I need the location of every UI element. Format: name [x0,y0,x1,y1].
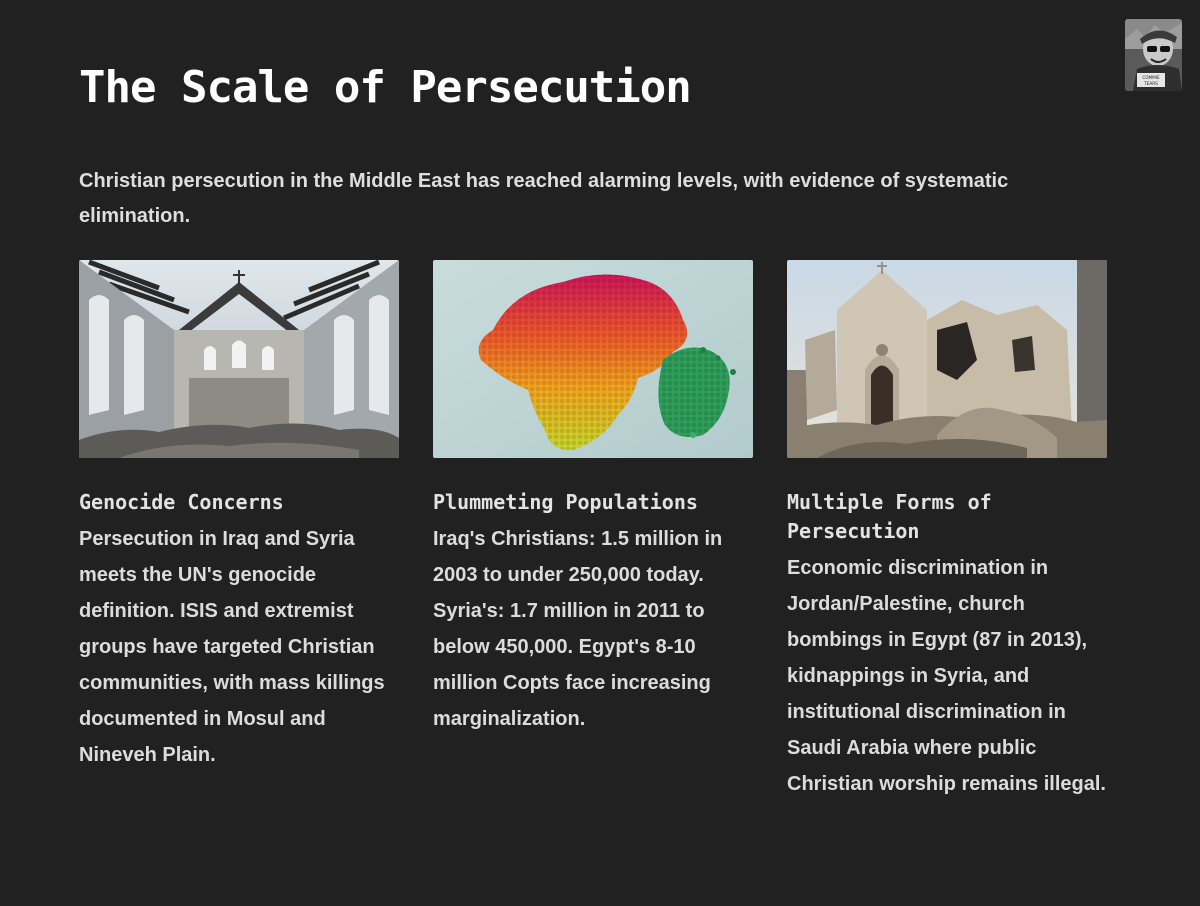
bombed-church-exterior-image [787,260,1107,458]
page-title: The Scale of Persecution [79,62,691,113]
dot-map-africa-middle-east-image [433,260,753,458]
avatar[interactable] [1125,19,1182,91]
intro-text: Christian persecution in the Middle East has reached alarming levels, with evidence of systematic elimination. [79,170,1009,227]
svg-text:COMMIE: COMMIE [1142,75,1160,80]
card-body: Economic discrimination in Jordan/Palestine, church bombings in Egypt (87 in 2013), kidnappings in Syria, and institutional discrimination in Saudi Arabia where public Christian worship remains illegal. [787,557,1106,795]
card-plummeting-populations [433,260,753,737]
card-body: Persecution in Iraq and Syria meets the UN's genocide definition. ISIS and extremist groups have targeted Christian communities, with mass killings documented in Mosul and Nineveh Plain. [79,528,385,766]
ruined-church-interior-image [79,260,399,458]
avatar-image [1125,19,1182,91]
card-title: Multiple Forms of Persecution [787,490,992,543]
card-multiple-forms [787,260,1107,802]
card-body: Iraq's Christians: 1.5 million in 2003 to under 250,000 today. Syria's: 1.7 million in 2011 to below 450,000. Egypt's 8-10 million Copts face increasing marginalization. [433,528,723,730]
card-title: Plummeting Populations [433,490,698,514]
svg-text:TEARS: TEARS [1144,81,1158,86]
card-genocide-concerns [79,260,399,773]
card-title: Genocide Concerns [79,490,284,514]
